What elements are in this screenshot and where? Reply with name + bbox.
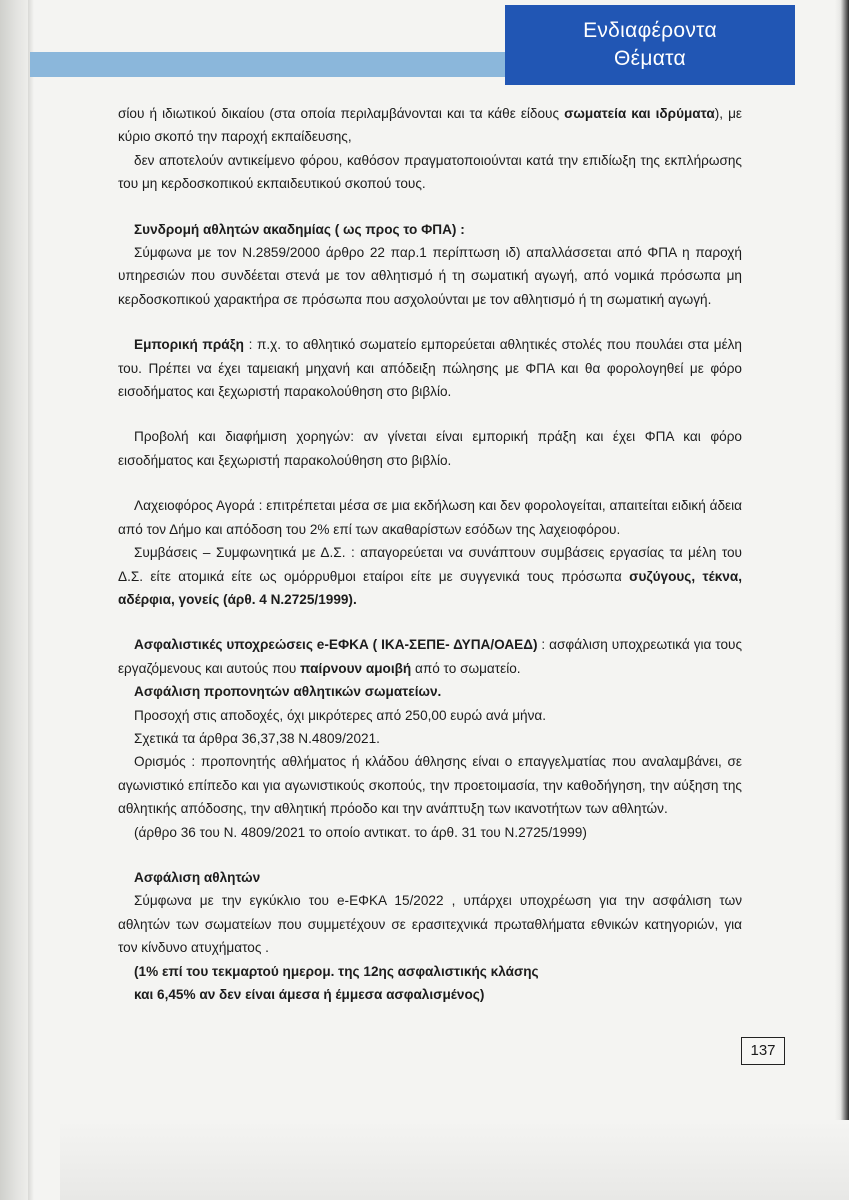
- page-number: 137: [741, 1037, 785, 1065]
- contracts-paragraph: Συμβάσεις – Συμφωνητικά με Δ.Σ. : απαγορεύεται να συνάπτουν συμβάσεις εργασίας τα μέλη του Δ.Σ. είτε ατομικά είτε ως ομόρρυθμοι εταίροι είτε με συγγενικά τους πρόσωπα συζύγους, τέκνα, αδέρφια, γονείς (άρθ. 4 Ν.2725/1999).: [118, 545, 742, 607]
- commercial-paragraph: Εμπορική πράξη : π.χ. το αθλητικό σωματείο εμπορεύεται αθλητικές στολές που πουλάει στα μέλη του. Πρέπει να έχει ταμειακή μηχανή και απόδειξη πώλησης με ΦΠΑ και θα φορολογηθεί με φόρο εισοδήματος και ξεχωριστή παρακολούθηση στο βιβλίο.: [118, 337, 742, 400]
- header-rule: [30, 52, 506, 77]
- intro-paragraph: σίου ή ιδιωτικού δικαίου (στα οποία περιλαμβάνονται και τα κάθε είδους σωματεία και ιδρύματα), με κύριο σκοπό την παροχή εκπαίδευσης,: [118, 106, 742, 145]
- coaches-note: (άρθρο 36 του Ν. 4809/2021 το οποίο αντικατ. το άρθ. 31 του Ν.2725/1999): [134, 824, 587, 840]
- coaches-heading: Ασφάλιση προπονητών αθλητικών σωματείων.: [134, 684, 442, 700]
- coaches-definition: Ορισμός : προπονητής αθλήματος ή κλάδου άθλησης είναι ο επαγγελματίας που αναλαμβάνει, σε αγωνιστικό επίπεδο και για αγωνιστικούς σκοπούς, την προετοιμασία, την καθοδήγηση, την αύξηση της αθλητικής απόδοσης, την αθλητική πρόοδο και την ανάπτυξη των ικανοτήτων των αθλητών.: [118, 754, 742, 817]
- sponsors-paragraph: Προβολή και διαφήμιση χορηγών: αν γίνεται είναι εμπορική πράξη και έχει ΦΠΑ και φόρο εισοδήματος και ξεχωριστή παρακολούθηση στο βιβλίο.: [118, 429, 742, 468]
- athletes-heading: Ασφάλιση αθλητών: [134, 869, 261, 885]
- coaches-attention: Προσοχή στις αποδοχές, όχι μικρότερες από 250,00 ευρώ ανά μήνα.: [134, 707, 547, 723]
- page-body: [118, 102, 742, 1006]
- section-header: [505, 5, 795, 85]
- athletes-text: Σύμφωνα με την εγκύκλιο του e-ΕΦΚΑ 15/2022 , υπάρχει υποχρέωση για την ασφάλιση των αθλητών των σωματείων που συμμετέχουν σε ερασιτεχνικά πρωταθλήματα εθνικών κατηγοριών, για τον κίνδυνο ατυχήματος .: [118, 893, 742, 956]
- coaches-articles: Σχετικά τα άρθρα 36,37,38 Ν.4809/2021.: [134, 730, 380, 746]
- academy-heading: Συνδρομή αθλητών ακαδημίας ( ως προς το ΦΠΑ) :: [134, 221, 465, 237]
- scan-bottom-shadow: [60, 1120, 849, 1200]
- academy-text: Σύμφωνα με τον Ν.2859/2000 άρθρο 22 παρ.1 περίπτωση ιδ) απαλλάσσεται από ΦΠΑ η παροχή υπηρεσιών που συνδέεται στενά με τον αθλητισμό ή τη σωματική αγωγή, από νομικά πρόσωπα μη κερδοσκοπικού χαρακτήρα σε πρόσωπα που ασχολούνται με τον αθλητισμό ή τη σωματική αγωγή.: [118, 245, 742, 307]
- athletes-rate-2: και 6,45% αν δεν είναι άμεσα ή έμμεσα ασφαλισμένος): [134, 987, 485, 1002]
- section-header-line2: Θέματα: [614, 47, 686, 70]
- section-header-line1: Ενδιαφέροντα: [583, 19, 717, 42]
- intro-paragraph-2: δεν αποτελούν αντικείμενο φόρου, καθόσον πραγματοποιούνται κατά την επιδίωξη της εκπλήρωσης του μη κερδοσκοπικού εκπαιδευτικού σκοπού τους.: [118, 152, 742, 192]
- lottery-paragraph: Λαχειοφόρος Αγορά : επιτρέπεται μέσα σε μια εκδήλωση και δεν φορολογείται, απαιτείται ειδική άδεια από τον Δήμο και απόδοση του 2% επί των ακαθαρίστων εσόδων της λαχειοφόρου.: [118, 498, 742, 537]
- athletes-rate-1: (1% επί του τεκμαρτού ημερομ. της 12ης ασφαλιστικής κλάσης: [134, 963, 539, 979]
- insurance-paragraph: Ασφαλιστικές υποχρεώσεις e-ΕΦΚΑ ( ΙΚΑ-ΣΕΠΕ- ΔΥΠΑ/ΟΑΕΔ) : ασφάλιση υποχρεωτικά για τους εργαζόμενους και αυτούς που παίρνουν αμοιβή από το σωματείο.: [118, 637, 743, 676]
- scan-right-edge: [835, 0, 849, 1200]
- scan-left-edge: [0, 0, 30, 1200]
